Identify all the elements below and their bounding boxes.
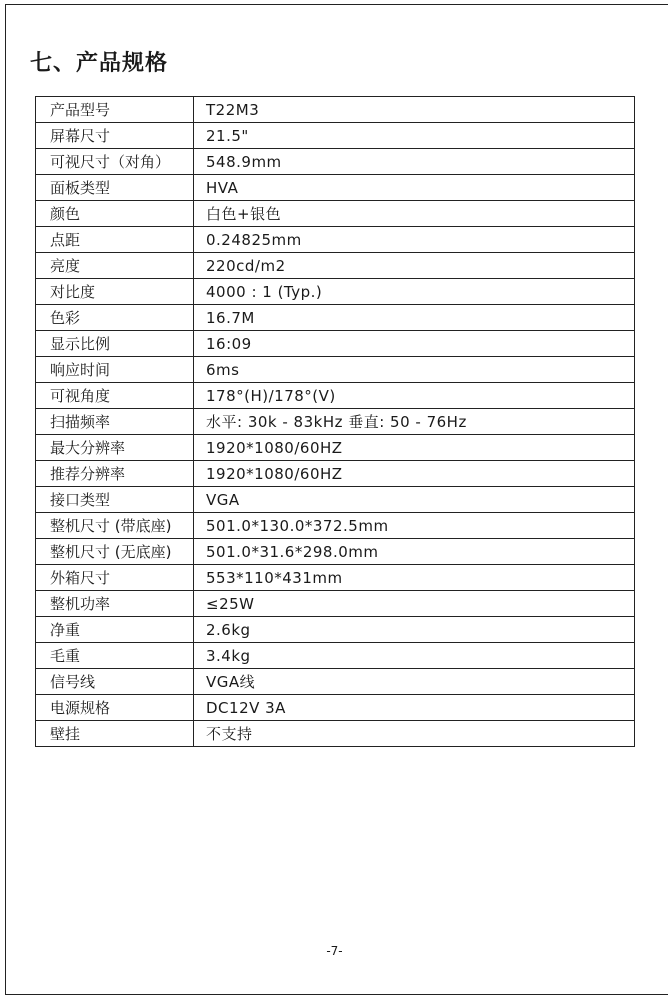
- spec-row: [36, 513, 635, 539]
- spec-value: 白色+银色: [194, 201, 635, 227]
- spec-row: [36, 253, 635, 279]
- spec-row: [36, 669, 635, 695]
- spec-value: DC12V 3A: [194, 695, 635, 721]
- spec-row: [36, 539, 635, 565]
- spec-value: ≤25W: [194, 591, 635, 617]
- spec-row: [36, 201, 635, 227]
- spec-value: VGA: [194, 487, 635, 513]
- spec-value: 2.6kg: [194, 617, 635, 643]
- section-title: 七、产品规格: [30, 51, 169, 76]
- spec-value: 16:09: [194, 331, 635, 357]
- spec-row: [36, 409, 635, 435]
- spec-row: [36, 695, 635, 721]
- spec-value: 1920*1080/60HZ: [194, 435, 635, 461]
- spec-row: [36, 721, 635, 747]
- spec-label: 颜色: [36, 201, 194, 227]
- spec-table: [35, 96, 635, 747]
- spec-value: 501.0*130.0*372.5mm: [194, 513, 635, 539]
- spec-label: 产品型号: [36, 97, 194, 123]
- spec-row: [36, 643, 635, 669]
- spec-label: 整机尺寸 (无底座): [36, 539, 194, 565]
- spec-label: 电源规格: [36, 695, 194, 721]
- page-number: -7-: [326, 944, 343, 958]
- spec-row: [36, 591, 635, 617]
- spec-row: [36, 123, 635, 149]
- spec-value: 不支持: [194, 721, 635, 747]
- spec-row: [36, 279, 635, 305]
- spec-value: 3.4kg: [194, 643, 635, 669]
- spec-row: [36, 227, 635, 253]
- spec-value: 6ms: [194, 357, 635, 383]
- spec-row: [36, 175, 635, 201]
- spec-label: 点距: [36, 227, 194, 253]
- spec-row: [36, 357, 635, 383]
- spec-row: [36, 461, 635, 487]
- spec-value: 548.9mm: [194, 149, 635, 175]
- spec-row: [36, 383, 635, 409]
- spec-value: 水平: 30k - 83kHz 垂直: 50 - 76Hz: [194, 409, 635, 435]
- spec-value: 4000 : 1 (Typ.): [194, 279, 635, 305]
- spec-row: [36, 487, 635, 513]
- spec-label: 接口类型: [36, 487, 194, 513]
- spec-label: 面板类型: [36, 175, 194, 201]
- spec-label: 毛重: [36, 643, 194, 669]
- spec-value: 0.24825mm: [194, 227, 635, 253]
- spec-label: 扫描频率: [36, 409, 194, 435]
- spec-row: [36, 97, 635, 123]
- spec-value: T22M3: [194, 97, 635, 123]
- spec-row: [36, 331, 635, 357]
- spec-row: [36, 305, 635, 331]
- spec-label: 信号线: [36, 669, 194, 695]
- spec-label: 外箱尺寸: [36, 565, 194, 591]
- spec-value: HVA: [194, 175, 635, 201]
- spec-value: 16.7M: [194, 305, 635, 331]
- spec-label: 整机尺寸 (带底座): [36, 513, 194, 539]
- spec-label: 可视尺寸（对角）: [36, 149, 194, 175]
- spec-label: 最大分辨率: [36, 435, 194, 461]
- spec-value: 501.0*31.6*298.0mm: [194, 539, 635, 565]
- spec-label: 响应时间: [36, 357, 194, 383]
- spec-label: 可视角度: [36, 383, 194, 409]
- spec-row: [36, 617, 635, 643]
- spec-label: 屏幕尺寸: [36, 123, 194, 149]
- spec-label: 推荐分辨率: [36, 461, 194, 487]
- spec-label: 壁挂: [36, 721, 194, 747]
- spec-label: 整机功率: [36, 591, 194, 617]
- spec-label: 色彩: [36, 305, 194, 331]
- spec-label: 净重: [36, 617, 194, 643]
- spec-value: 178°(H)/178°(V): [194, 383, 635, 409]
- spec-value: 21.5": [194, 123, 635, 149]
- spec-row: [36, 149, 635, 175]
- spec-label: 显示比例: [36, 331, 194, 357]
- spec-row: [36, 565, 635, 591]
- spec-label: 亮度: [36, 253, 194, 279]
- spec-value: 220cd/m2: [194, 253, 635, 279]
- spec-value: 1920*1080/60HZ: [194, 461, 635, 487]
- spec-value: 553*110*431mm: [194, 565, 635, 591]
- spec-value: VGA线: [194, 669, 635, 695]
- spec-row: [36, 435, 635, 461]
- spec-label: 对比度: [36, 279, 194, 305]
